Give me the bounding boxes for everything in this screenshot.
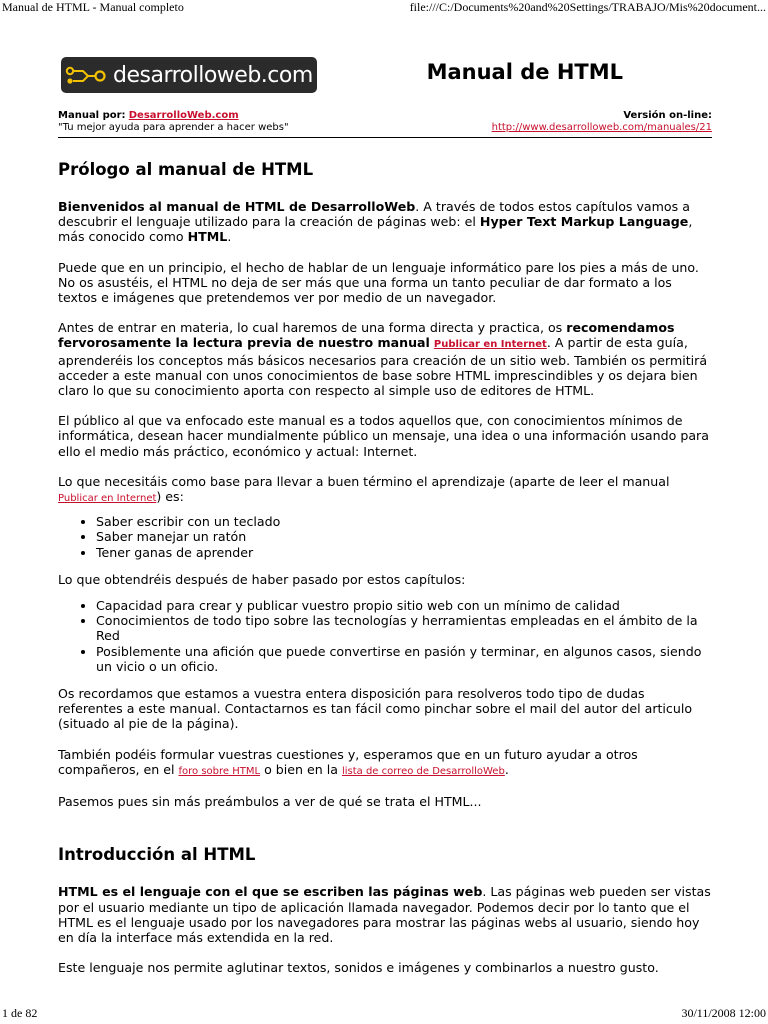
paragraph [58, 199, 712, 245]
text: ) es: [156, 489, 184, 505]
paragraph [58, 474, 712, 506]
tagline: "Tu mejor ayuda para aprender a hacer webs" [58, 122, 289, 133]
text: . [504, 761, 509, 777]
section-heading-introduccion: Introducción al HTML [58, 845, 256, 865]
text: . Las páginas web pueden ser vistas por el usuario mediante un tipo de aplicación llamada navegador. Podemos decir por lo tanto que el HTML es el lenguaje usado por los navegadores para mostrar las páginas webs al usuario, siendo hoy en día la interface más extendida en la red. [58, 884, 711, 945]
text: o bien en la [260, 761, 342, 777]
bold-text: Hyper Text Markup Language [479, 214, 689, 230]
site-logo[interactable] [61, 57, 317, 93]
text: . A partir de esta guía, aprenderéis los conceptos más básicos necesarios para creación de un sitio web. También os permitirá acceder a este manual con unos conocimientos de base sobre HTML imprescindibles y os dejara bien claro lo que su conocimiento aporta con respecto al simple uso de editores de HTML. [58, 335, 708, 399]
requirements-list [58, 514, 712, 560]
text: También podéis formular vuestras cuestiones y, esperamos que en un futuro ayudar a otros compañeros, en el [58, 746, 638, 777]
bold-text: Bienvenidos al manual de HTML de DesarrolloWeb [58, 199, 416, 214]
text: . [227, 229, 232, 245]
section-heading-prologo: Prólogo al manual de HTML [58, 160, 314, 179]
list-item: • Saber manejar un ratón [96, 529, 712, 544]
paragraph: Lo que obtendréis después de haber pasado por estos capítulos: [58, 571, 466, 587]
paragraph: Pasemos pues sin más preámbulos a ver de qué se trata el HTML... [58, 794, 482, 810]
logo-text: desarrolloweb.com [113, 62, 313, 88]
paragraph: Os recordamos que estamos a vuestra entera disposición para resolveros todo tipo de dudas referentes a este manual. Contactarnos es tan fácil como pinchar sobre el mail del autor del articulo (situado al pie de la página). [58, 686, 693, 732]
publicar-en-internet-link[interactable]: Publicar en Internet [58, 493, 157, 505]
publicar-en-internet-link[interactable]: Publicar en Internet [433, 339, 547, 351]
paragraph [58, 884, 712, 945]
author-info [58, 110, 289, 134]
document-body [58, 160, 712, 990]
text: Antes de entrar en materia, lo cual haremos de una forma directa y practica, os [58, 320, 567, 336]
author-label: Manual por: [58, 110, 126, 121]
print-header-url: file:///C:/Documents%20and%20Settings/TRABAJO/Mis%20document... [409, 0, 766, 14]
print-footer [0, 1006, 768, 1022]
text: Lo que necesitáis como base para llevar a buen término el aprendizaje (aparte de leer el manual [58, 473, 670, 489]
version-label: Versión on-line: [623, 110, 712, 121]
lista-correo-link[interactable]: lista de correo de DesarrolloWeb [341, 765, 505, 777]
logo-icon [61, 57, 111, 93]
paragraph [58, 747, 712, 779]
page-title: Manual de HTML [426, 60, 623, 84]
print-header [0, 0, 768, 16]
text: , más conocido como [58, 214, 693, 245]
header-divider [58, 137, 712, 138]
list-item: • Posiblemente una afición que puede convertirse en pasión y terminar, en algunos casos, siendo un vicio o un oficio. [96, 644, 712, 674]
foro-html-link[interactable]: foro sobre HTML [178, 765, 261, 777]
list-item: • Conocimientos de todo tipo sobre las tecnologías y herramientas empleadas en el ámbito de la Red [96, 613, 712, 643]
print-timestamp: 30/11/2008 12:00 [681, 1006, 766, 1020]
print-header-title: Manual de HTML - Manual completo [2, 0, 184, 14]
page-counter: 1 de 82 [2, 1006, 38, 1020]
bold-text: HTML es el lenguaje con el que se escriben las páginas web [58, 884, 483, 900]
list-item: • Saber escribir con un teclado [96, 514, 712, 529]
version-info [492, 110, 712, 134]
author-link[interactable]: DesarrolloWeb.com [128, 110, 239, 121]
bold-text: HTML [187, 229, 228, 245]
list-item: • Capacidad para crear y publicar vuestro propio sitio web con un mínimo de calidad [96, 598, 712, 613]
paragraph: Este lenguaje nos permite aglutinar textos, sonidos e imágenes y combinarlos a nuestro gusto. [58, 960, 659, 976]
outcomes-list [58, 598, 712, 674]
bold-text: recomendamos fervorosamente la lectura previa de nuestro manual [58, 320, 675, 351]
paragraph: El público al que va enfocado este manual es a todos aquellos que, con conocimientos mínimos de informática, desean hacer mundialmente público un mensaje, una idea o una información usando para ello el medio más práctico, económico y actual: Internet. [58, 413, 709, 459]
paragraph: Puede que en un principio, el hecho de hablar de un lenguaje informático pare los pies a más de uno. No os asustéis, el HTML no deja de ser más que una forma un tanto peculiar de dar formato a los textos e imágenes que pretendemos ver por medio de un navegador. [58, 259, 699, 306]
text: . A través de todos estos capítulos vamos a descubrir el lenguaje utilizado para la creación de páginas web: el [58, 199, 690, 230]
version-url-link[interactable]: http://www.desarrolloweb.com/manuales/21 [491, 122, 712, 133]
paragraph [58, 320, 712, 398]
list-item: • Tener ganas de aprender [96, 545, 712, 560]
